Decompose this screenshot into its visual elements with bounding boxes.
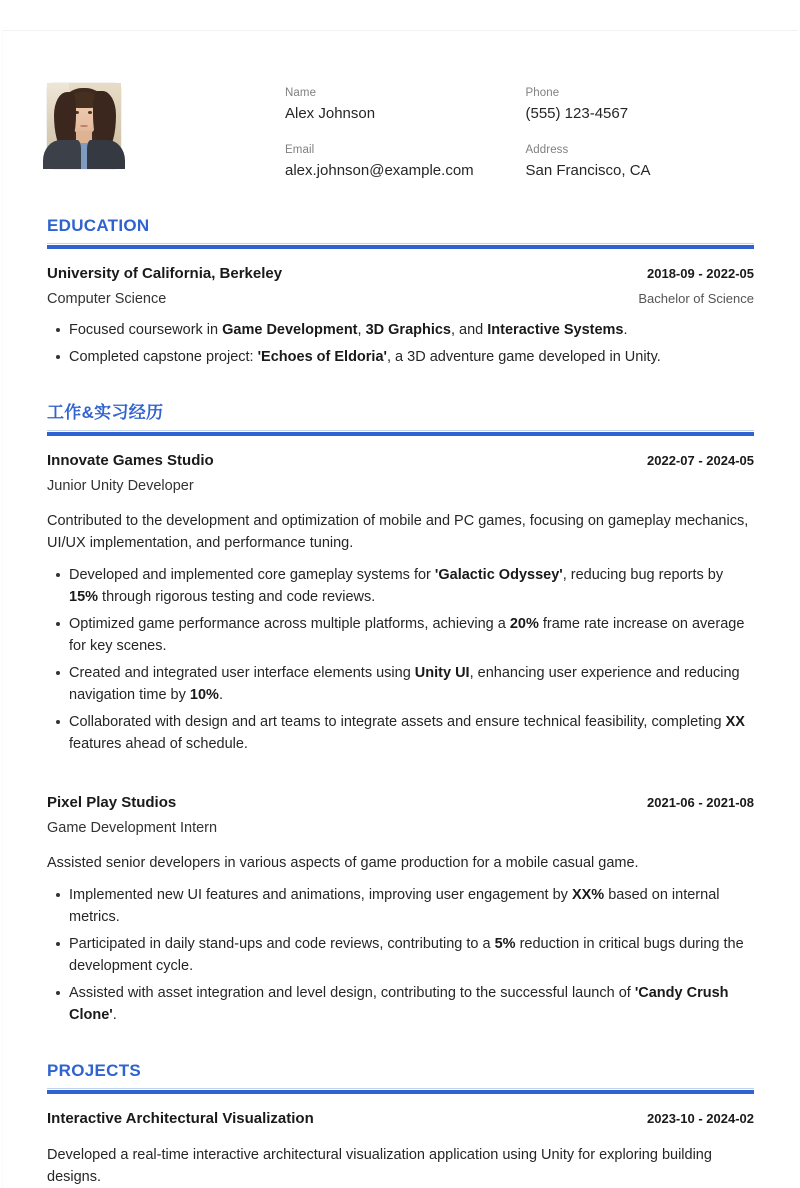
bullet-item: Implemented new UI features and animations, improving user engagement by XX% based on internal metrics. [47, 884, 754, 928]
field-label-email: Email [285, 144, 315, 156]
experience-entry [47, 792, 754, 1026]
experience-company: Pixel Play Studios [47, 794, 177, 811]
section-experience [47, 402, 754, 1026]
experience-description: Assisted senior developers in various aspects of game production for a mobile casual game. [47, 855, 639, 871]
project-entry [47, 1108, 754, 1188]
experience-company: Innovate Games Studio [47, 452, 214, 469]
bullet-item: Developed and implemented core gameplay systems for 'Galactic Odyssey', reducing bug reports by 15% through rigorous testing and code reviews. [47, 564, 754, 608]
bullet-item: Completed capstone project: 'Echoes of Eldoria', a 3D adventure game developed in Unity. [47, 346, 754, 368]
project-description: Developed a real-time interactive architectural visualization application using Unity for exploring building designs. [47, 1147, 712, 1185]
field-value-email: alex.johnson@example.com [285, 162, 474, 179]
contact-fields [285, 85, 754, 181]
experience-date: 2022-07 - 2024-05 [647, 453, 754, 468]
education-school: University of California, Berkeley [47, 265, 283, 282]
bullet-item: Created and integrated user interface elements using Unity UI, enhancing user experience and reducing navigation time by 10%. [47, 662, 754, 706]
field-label-name: Name [285, 87, 317, 99]
section-divider-experience [47, 430, 754, 436]
education-major: Computer Science [47, 291, 167, 307]
education-bullets [47, 319, 754, 368]
bullet-item: Optimized game performance across multiple platforms, achieving a 20% frame rate increase on average for key scenes. [47, 613, 754, 657]
experience-title: Junior Unity Developer [47, 478, 194, 494]
education-degree: Bachelor of Science [638, 291, 754, 306]
contact-field-phone [526, 85, 755, 124]
bullet-item: Assisted with asset integration and level design, contributing to the successful launch of 'Candy Crush Clone'. [47, 982, 754, 1026]
section-title-experience: 工作&实习经历 [47, 403, 164, 422]
section-title-education: EDUCATION [47, 216, 150, 235]
resume-header [47, 31, 754, 181]
section-education [47, 215, 754, 368]
field-label-address: Address [525, 144, 569, 156]
field-label-phone: Phone [525, 87, 560, 99]
contact-field-email [285, 142, 514, 181]
education-date: 2018-09 - 2022-05 [647, 266, 754, 281]
section-divider-education [47, 243, 754, 249]
photo-container [47, 83, 123, 169]
contact-field-address [526, 142, 755, 181]
project-name: Interactive Architectural Visualization [47, 1110, 314, 1127]
section-projects [47, 1060, 754, 1188]
resume-sheet [2, 30, 798, 1188]
experience-bullets [47, 564, 754, 755]
bullet-item: Participated in daily stand-ups and code reviews, contributing to a 5% reduction in critical bugs during the development cycle. [47, 933, 754, 977]
profile-photo [47, 83, 121, 169]
experience-entry [47, 450, 754, 755]
experience-bullets [47, 884, 754, 1026]
bullet-item: Collaborated with design and art teams to integrate assets and ensure technical feasibility, completing XX features ahead of schedule. [47, 711, 754, 755]
education-entry [47, 263, 754, 368]
section-divider-projects [47, 1088, 754, 1094]
experience-title: Game Development Intern [47, 820, 218, 836]
project-date: 2023-10 - 2024-02 [647, 1111, 754, 1126]
field-value-name: Alex Johnson [285, 105, 376, 122]
contact-field-name [285, 85, 514, 124]
field-value-phone: (555) 123-4567 [525, 105, 629, 122]
bullet-item: Focused coursework in Game Development, 3D Graphics, and Interactive Systems. [47, 319, 754, 341]
field-value-address: San Francisco, CA [525, 162, 651, 179]
section-title-projects: PROJECTS [47, 1061, 142, 1080]
experience-description: Contributed to the development and optimization of mobile and PC games, focusing on gameplay mechanics, UI/UX implementation, and performance tuning. [47, 513, 749, 551]
experience-date: 2021-06 - 2021-08 [647, 795, 754, 810]
